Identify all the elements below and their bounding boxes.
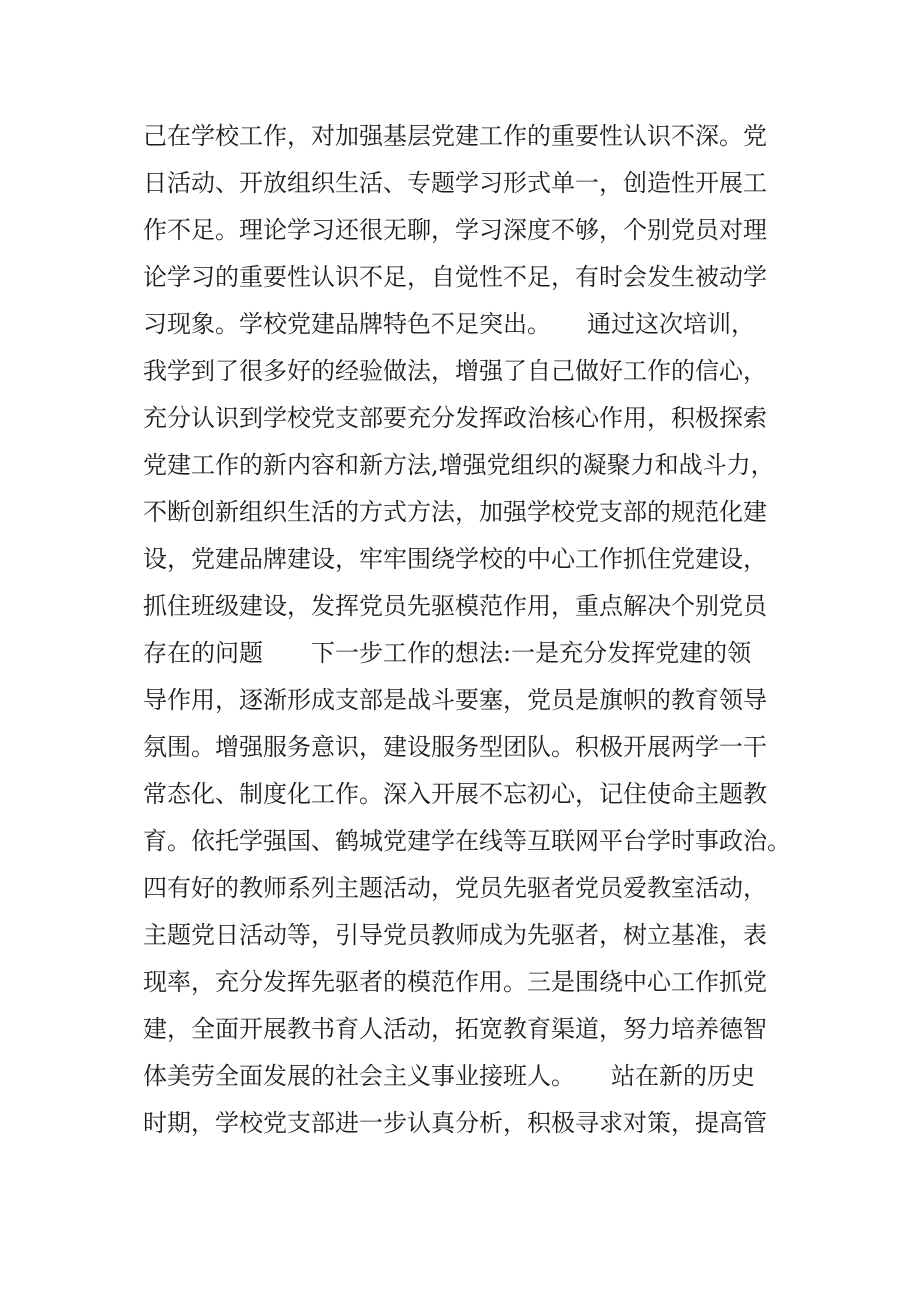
text-line: 己在学校工作，对加强基层党建工作的重要性认识不深。党 [143,122,767,150]
text-line: 设，党建品牌建设，牢牢围绕学校的中心工作抓住党建设， [143,545,767,573]
document-body [143,113,803,1147]
text-line: 主题党日活动等，引导党员教师成为先驱者，树立基准，表 [143,921,767,949]
text-line: 体美劳全面发展的社会主义事业接班人。 站在新的历史 [143,1062,755,1090]
text-line: 作不足。理论学习还很无聊，学习深度不够，个别党员对理 [143,216,767,244]
text-line: 不断创新组织生活的方式方法，加强学校党支部的规范化建 [143,498,767,526]
text-line: 导作用，逐渐形成支部是战斗要塞，党员是旗帜的教育领导 [143,686,767,714]
text-line: 育。依托学强国、鹤城党建学在线等互联网平台学时事政治。 [143,827,791,855]
text-line: 时期，学校党支部进一步认真分析，积极寻求对策，提高管 [143,1109,767,1137]
text-line: 四有好的教师系列主题活动，党员先驱者党员爱教室活动， [143,874,767,902]
text-line: 抓住班级建设，发挥党员先驱模范作用，重点解决个别党员 [143,592,767,620]
text-line: 论学习的重要性认识不足，自觉性不足，有时会发生被动学 [143,263,767,291]
text-line: 氛围。增强服务意识，建设服务型团队。积极开展两学一干 [143,733,767,761]
text-line: 我学到了很多好的经验做法，增强了自己做好工作的信心， [143,357,767,385]
text-line: 日活动、开放组织生活、专题学习形式单一，创造性开展工 [143,169,767,197]
text-line: 党建工作的新内容和新方法,增强党组织的凝聚力和战斗力， [143,451,775,479]
text-line: 建，全面开展教书育人活动，拓宽教育渠道，努力培养德智 [143,1015,767,1043]
text-line: 习现象。学校党建品牌特色不足突出。 通过这次培训， [143,310,755,338]
text-line: 存在的问题 下一步工作的想法:一是充分发挥党建的领 [143,639,752,667]
text-line: 充分认识到学校党支部要充分发挥政治核心作用，积极探索 [143,404,767,432]
text-line: 现率，充分发挥先驱者的模范作用。三是围绕中心工作抓党 [143,968,767,996]
text-line: 常态化、制度化工作。深入开展不忘初心，记住使命主题教 [143,780,767,808]
